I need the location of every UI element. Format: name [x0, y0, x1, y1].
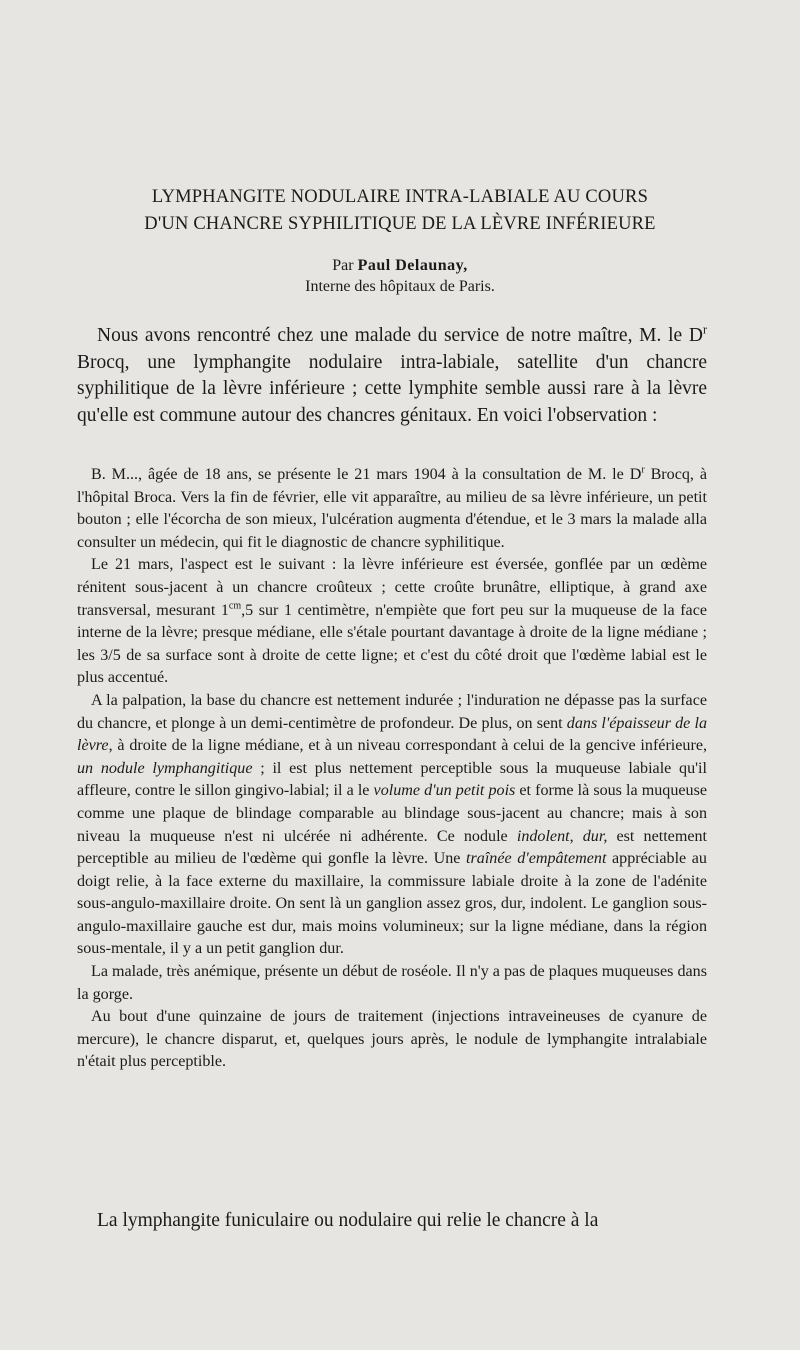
- obs-p2-sup: cm: [228, 600, 242, 612]
- obs-p3-italic-4: indolent, dur,: [516, 827, 608, 845]
- author-affiliation: Interne des hôpitaux de Paris.: [305, 278, 495, 295]
- obs-p3-italic-3: volume d'un petit pois: [373, 782, 516, 800]
- obs-p3-text-f: appréciable au doigt relie, à la face externe du maxillaire, la commissure labiale droite à la zone de l'adénite sous-angulo-maxillaire droite. On sent là un ganglion assez gros, dur, indolent. Le ganglion sous-angulo-maxillaire gauche est dur, mais moins volumineux; sur la ligne médiane, dans la région sous-mentale, il y a un petit ganglion dur.: [77, 850, 707, 958]
- obs-p3-text-e: est nettement perceptible au milieu de l'œdème qui gonfle la lèvre. Une: [77, 827, 707, 868]
- obs-p3-text-b: , à droite de la ligne médiane, et à un niveau correspondant à celui de la gencive inférieure,: [108, 737, 707, 755]
- byline: [75, 255, 725, 297]
- observation: [77, 464, 707, 1074]
- closing-paragraph: La lymphangite funiculaire ou nodulaire qui relie le chancre à la: [97, 1210, 599, 1231]
- title-line-2: D'UN CHANCRE SYPHILITIQUE DE LA LÈVRE INFÉRIEURE: [144, 214, 656, 234]
- title-line-1: LYMPHANGITE NODULAIRE INTRA-LABIALE AU COURS: [151, 187, 649, 207]
- author-name: Paul Delaunay,: [357, 257, 468, 274]
- observation-paragraph-1: [77, 464, 707, 554]
- intro-paragraph: [77, 323, 707, 429]
- observation-paragraph-2: [77, 554, 707, 690]
- obs-p2-text-a: Le 21 mars, l'aspect est le suivant : la lèvre inférieure est éversée, gonflée par un œdème rénitent sous-jacent à un chancre croûteux ; cette croûte brunâtre, elliptique, à grand axe transversal, mesurant 1: [77, 556, 707, 619]
- intro-text-2: Brocq, une lymphangite nodulaire intra-labiale, satellite d'un chancre syphilitique de la lèvre inférieure ; cette lymphite semble aussi rare à la lèvre qu'elle est commune autour des chancres génitaux. En voici l'observation :: [77, 351, 707, 426]
- obs-p3-text-c: ; il est plus nettement perceptible sous la muqueuse labiale qu'il affleure, contre le sillon gingivo-labial; il a le: [77, 759, 707, 800]
- article-title: [75, 184, 725, 238]
- obs-p1-text-a: B. M..., âgée de 18 ans, se présente le 21 mars 1904 à la consultation de M. le D: [91, 466, 642, 483]
- obs-p3-italic-2: un nodule lymphangitique: [77, 759, 253, 777]
- obs-p3-italic-5: traînée d'empâtement: [466, 850, 607, 868]
- obs-p1-sup: r: [641, 464, 645, 476]
- intro-sup: r: [702, 322, 707, 337]
- byline-prefix: Par: [332, 257, 358, 274]
- obs-p3-italic-1: dans l'épaisseur de la lèvre: [77, 714, 707, 755]
- obs-p3-text-a: A la palpation, la base du chancre est nettement indurée ; l'induration ne dépasse pas la surface du chancre, et plonge à un demi-centimètre de profondeur. De plus, on sent: [77, 691, 707, 732]
- author-line: [75, 255, 725, 276]
- obs-p2-text-b: ,5 sur 1 centimètre, n'empiète que fort peu sur la muqueuse de la face interne de la lèvre; presque médiane, elle s'étale pourtant davantage à droite de la ligne médiane ; les 3/5 de sa surface sont à droite de cette ligne; et c'est du côté droit que l'œdème labial est le plus accentué.: [77, 601, 707, 687]
- observation-paragraph-4: La malade, très anémique, présente un début de roséole. Il n'y a pas de plaques muqueuses dans la gorge.: [77, 963, 707, 1003]
- intro-text-1: Nous avons rencontré chez une malade du service de notre maître, M. le D: [97, 325, 703, 346]
- obs-p1-text-b: Brocq, à l'hôpital Broca. Vers la fin de février, elle vit apparaître, au milieu de sa lèvre inférieure, un petit bouton ; elle l'écorcha de son mieux, l'ulcération augmenta d'étendue, et le 3 mars la malade alla consulter un médecin, qui fit le diagnostic de chancre syphilitique.: [77, 466, 707, 551]
- observation-paragraph-5: Au bout d'une quinzaine de jours de traitement (injections intraveineuses de cyanure de mercure), le chancre disparut, et, quelques jours après, le nodule de lymphangite intralabiale n'était plus perceptible.: [77, 1008, 707, 1071]
- obs-p3-text-d: et forme là sous la muqueuse comme une plaque de blindage comparable au blindage sous-jacent au chancre; mais à son niveau la muqueuse n'est ni ulcérée ni adhérente. Ce nodule: [77, 782, 708, 845]
- observation-paragraph-3: [77, 690, 707, 961]
